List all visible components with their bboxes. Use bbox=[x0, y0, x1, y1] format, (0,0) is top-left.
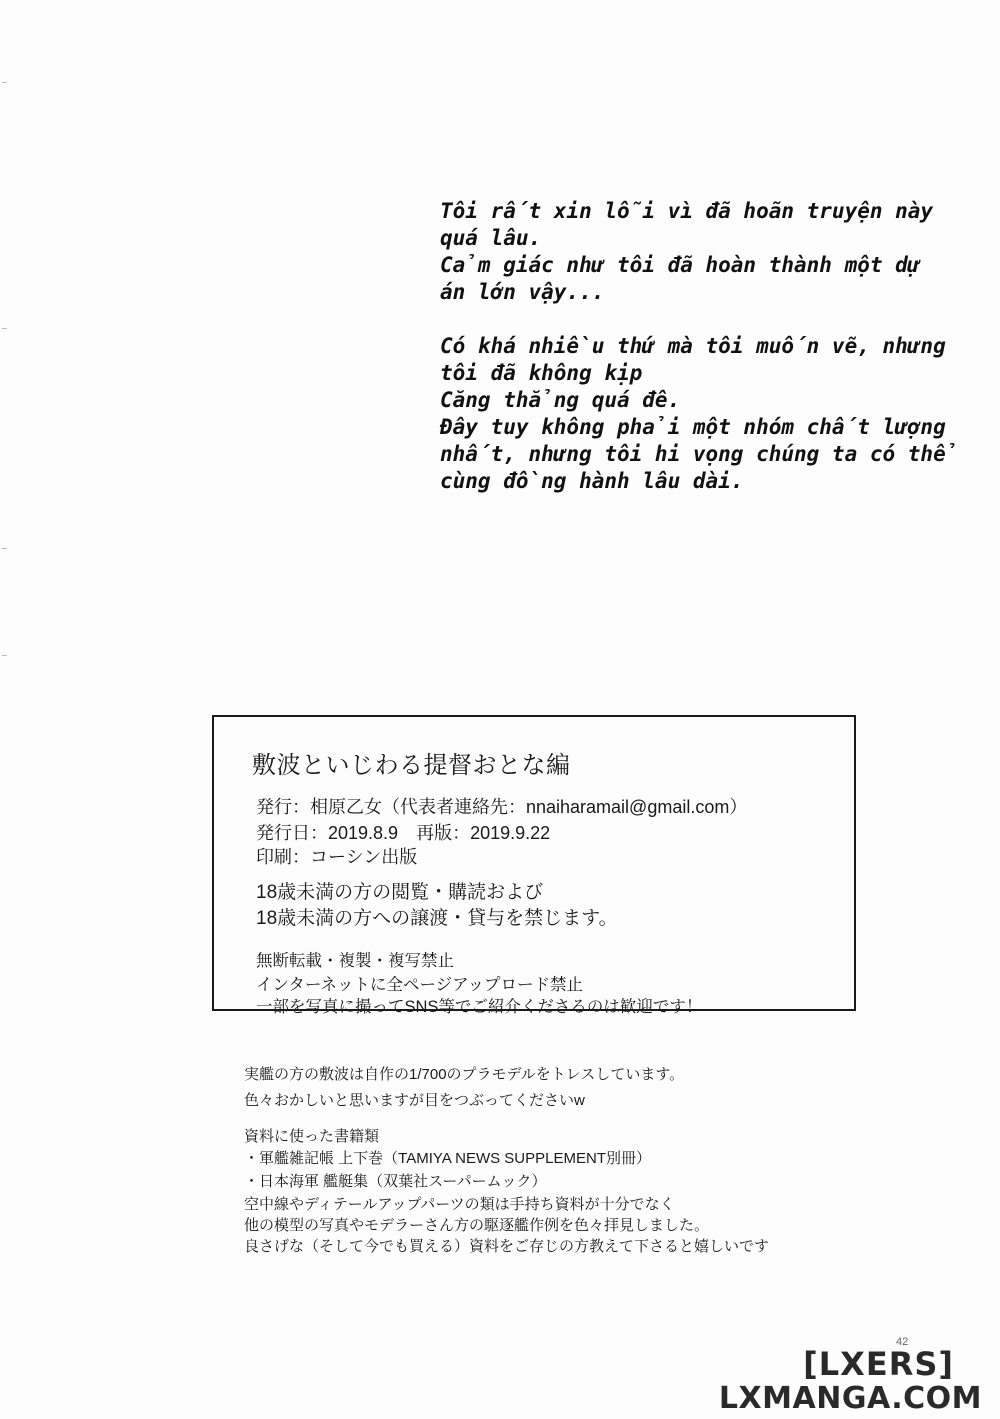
dates-line: 発行日：2019.8.9 再版：2019.9.22 bbox=[256, 823, 551, 843]
references-heading: 資料に使った書籍類 bbox=[244, 1128, 380, 1145]
note-paragraph-1 bbox=[440, 198, 960, 306]
note-line: Cảm giác như tôi đã hoàn thành một dự bbox=[440, 253, 921, 277]
afterword-line: 色々おかしいと思いますが目をつぶってくださいw bbox=[244, 1092, 585, 1109]
note-line: án lớn vậy... bbox=[440, 280, 605, 304]
note-line: Có khá nhiều thứ mà tôi muốn vẽ, nhưng bbox=[440, 334, 946, 358]
watermark-site-name: LXMANGA.COM bbox=[718, 1381, 982, 1416]
afterword-line: 実艦の方の敷波は自作の1/700のプラモデルをトレスしています。 bbox=[244, 1066, 685, 1083]
age-notice-line: 18歳未満の方の閲覧・購読および bbox=[256, 882, 544, 903]
reference-item: ・日本海軍 艦艇集（双葉社スーパームック） bbox=[244, 1173, 547, 1190]
note-line: Tôi rất xin lỗi vì đã hoãn truyện này bbox=[440, 199, 934, 223]
note-line: Đây tuy không phải một nhóm chất lượng bbox=[440, 415, 946, 439]
colophon-box bbox=[212, 715, 856, 1016]
book-title: 敷波といじわる提督おとな編 bbox=[252, 751, 571, 779]
page-number: 42 bbox=[896, 1336, 909, 1348]
note-paragraph-2 bbox=[440, 333, 960, 495]
afterword-line: 他の模型の写真やモデラーさん方の駆逐艦作例を色々拝見しました。 bbox=[244, 1217, 710, 1234]
note-line: quá lâu. bbox=[440, 226, 542, 250]
copy-notice-line: インターネットに全ページアップロード禁止 bbox=[256, 976, 584, 994]
copy-notice-line: 無断転載・複製・複写禁止 bbox=[256, 952, 454, 970]
copy-notice-line: 一部を写真に撮ってSNS等でご紹介くださるのは歓迎です！ bbox=[256, 998, 703, 1016]
note-line: Căng thẳng quá đê. bbox=[440, 388, 681, 412]
printer-line: 印刷：コーシン出版 bbox=[256, 847, 418, 867]
note-line: tôi đã không kịp bbox=[440, 361, 643, 385]
reference-item: ・軍艦雑記帳 上下巻（TAMIYA NEWS SUPPLEMENT別冊） bbox=[244, 1150, 651, 1167]
age-notice-line: 18歳未満の方への譲渡・貸与を禁じます。 bbox=[256, 908, 618, 929]
margin-mark bbox=[2, 82, 7, 83]
watermark-group-name: [LXERS] bbox=[803, 1345, 954, 1383]
note-line: cùng đồng hành lâu dài. bbox=[440, 469, 744, 493]
margin-mark bbox=[2, 655, 7, 656]
afterword-line: 良さげな（そして今でも買える）資料をご存じの方教えて下さると嬉しいです bbox=[244, 1238, 770, 1255]
margin-mark bbox=[2, 328, 7, 329]
margin-mark bbox=[2, 548, 7, 549]
afterword-line: 空中線やディテールアップパーツの類は手持ち資料が十分でなく bbox=[244, 1196, 675, 1213]
publisher-line: 発行：相原乙女（代表者連絡先：nnaiharamail@gmail.com） bbox=[256, 797, 748, 817]
translator-note bbox=[440, 198, 960, 495]
note-line: nhất, nhưng tôi hi vọng chúng ta có thể bbox=[440, 442, 959, 466]
